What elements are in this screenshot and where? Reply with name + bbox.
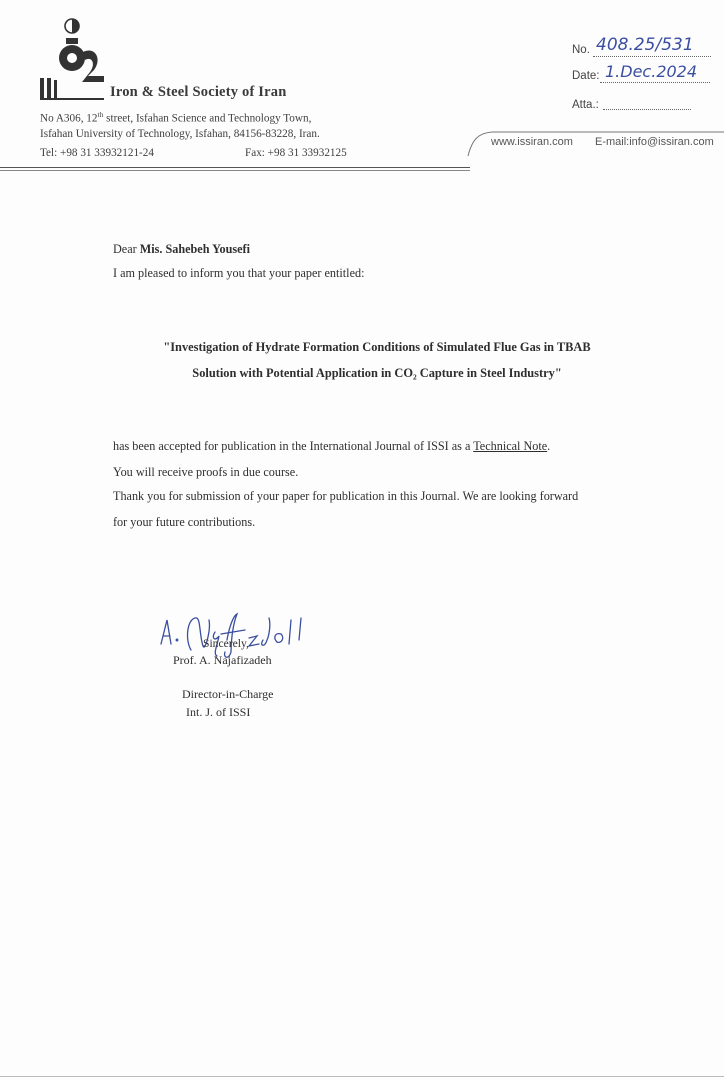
date-dots [600,82,710,83]
signatory-name: Prof. A. Najafizadeh [173,653,272,667]
header-rule-secondary [0,170,470,171]
date-value: 1.Dec.2024 [605,62,698,81]
telephone: Tel: +98 31 33932121-24 [40,147,154,159]
paper-type: Technical Note [473,439,548,453]
paper-title-line-1: "Investigation of Hydrate Formation Conditions of Simulated Flue Gas in TBAB [163,340,591,354]
attachment-dots [603,109,691,110]
issi-logo-icon [38,18,106,102]
acceptance-sentence: has been accepted for publication in the International Journal of ISSI as a Technical Note. [113,439,551,453]
thanks-sentence: Thank you for submission of your paper for publication in this Journal. We are looking forward [113,489,579,503]
organization-name: Iron & Steel Society of Iran [110,84,287,100]
website-link[interactable]: www.issiran.com [491,136,573,148]
ref-number-value: 408.25/531 [596,35,694,55]
address-line-2: Isfahan University of Technology, Isfahan, 84156-83228, Iran. [40,128,320,140]
ref-number-dots [593,56,711,57]
future-sentence: for your future contributions. [113,515,256,529]
email-link[interactable]: E-mail:info@issiran.com [595,136,714,148]
proofs-sentence: You will receive proofs in due course. [113,465,299,479]
recipient-name: Mis. Sahebeh Yousefi [139,242,250,256]
page-edge [0,1076,724,1077]
date-label: Date: [572,70,600,82]
inform-sentence: I am pleased to inform you that your paper entitled: [113,266,365,280]
paper-title-line-2: Solution with Potential Application in CO₂ Capture in Steel Industry" [192,366,562,380]
attachment-label: Atta.: [572,99,599,111]
address-line-1: No A306, 12th street, Isfahan Science and Technology Town, [40,110,312,125]
salutation: Dear Mis. Sahebeh Yousefi [113,242,250,256]
signatory-position: Director-in-Charge [182,687,274,701]
header-rule [0,167,470,168]
journal-name: Int. J. of ISSI [186,705,251,719]
closing-sincerely: Sincerely, [203,637,249,650]
fax: Fax: +98 31 33932125 [245,147,347,159]
ref-number-label: No. [572,44,590,56]
